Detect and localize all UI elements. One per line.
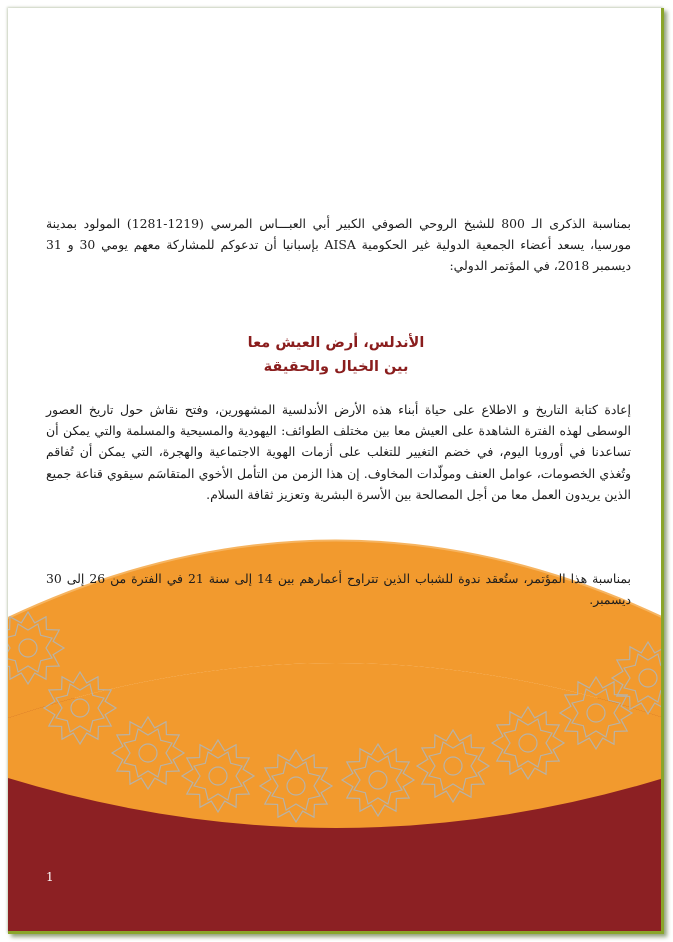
document-page [8, 8, 664, 934]
page-number: 1 [46, 870, 54, 884]
body-paragraph-1: إعادة كتابة التاريخ و الاطلاع على حياة أبناء هذه الأرض الأندلسية المشهورين، وفتح نقاش حول تاريخ العصور الوسطى لهذه الفترة الشاهدة على العيش معا بين مختلف الطوائف: اليهودية والمسيحية والمسلمة والتي يمكن أن تساعدنا في أوروبا اليوم، في خضم التغيير للتغلب على أزمات الهوية الاجتماعية والهجرة، التي يمكن أن تُفاقم وتُغذي الخصومات، عوامل العنف ومولّدات المخاوف. إن هذا الزمن من التأمل الأخوي المتقاسَم سيقوي قناعة جميع الذين يريدون العمل معا من أجل المصالحة بين الأسرة البشرية وتعزيز ثقافة السلام. [46, 402, 631, 502]
conference-title-line2: بين الخيال والحقيقة [263, 359, 409, 375]
conference-title-line1: الأندلس، أرض العيش معا [247, 335, 425, 351]
intro-paragraph: بمناسبة الذكرى الـ 800 للشيخ الروحي الصوفي الكبير أبي العبـــاس المرسي (1219-1281) المولود بمدينة مورسيا، يسعد أعضاء الجمعية الدولية غير الحكومية AISA بإسبانيا أن تدعوكم للمشاركة معهم يومي 30 و 31 ديسمبر 2018، في المؤتمر الدولي: [46, 216, 631, 274]
body-paragraph-2: بمناسبة هذا المؤتمر، ستُعقد ندوة للشباب الذين تتراوح أعمارهم بين 14 إلى سنة 21 في الفترة من 26 إلى 30 ديسمبر. [46, 571, 631, 608]
